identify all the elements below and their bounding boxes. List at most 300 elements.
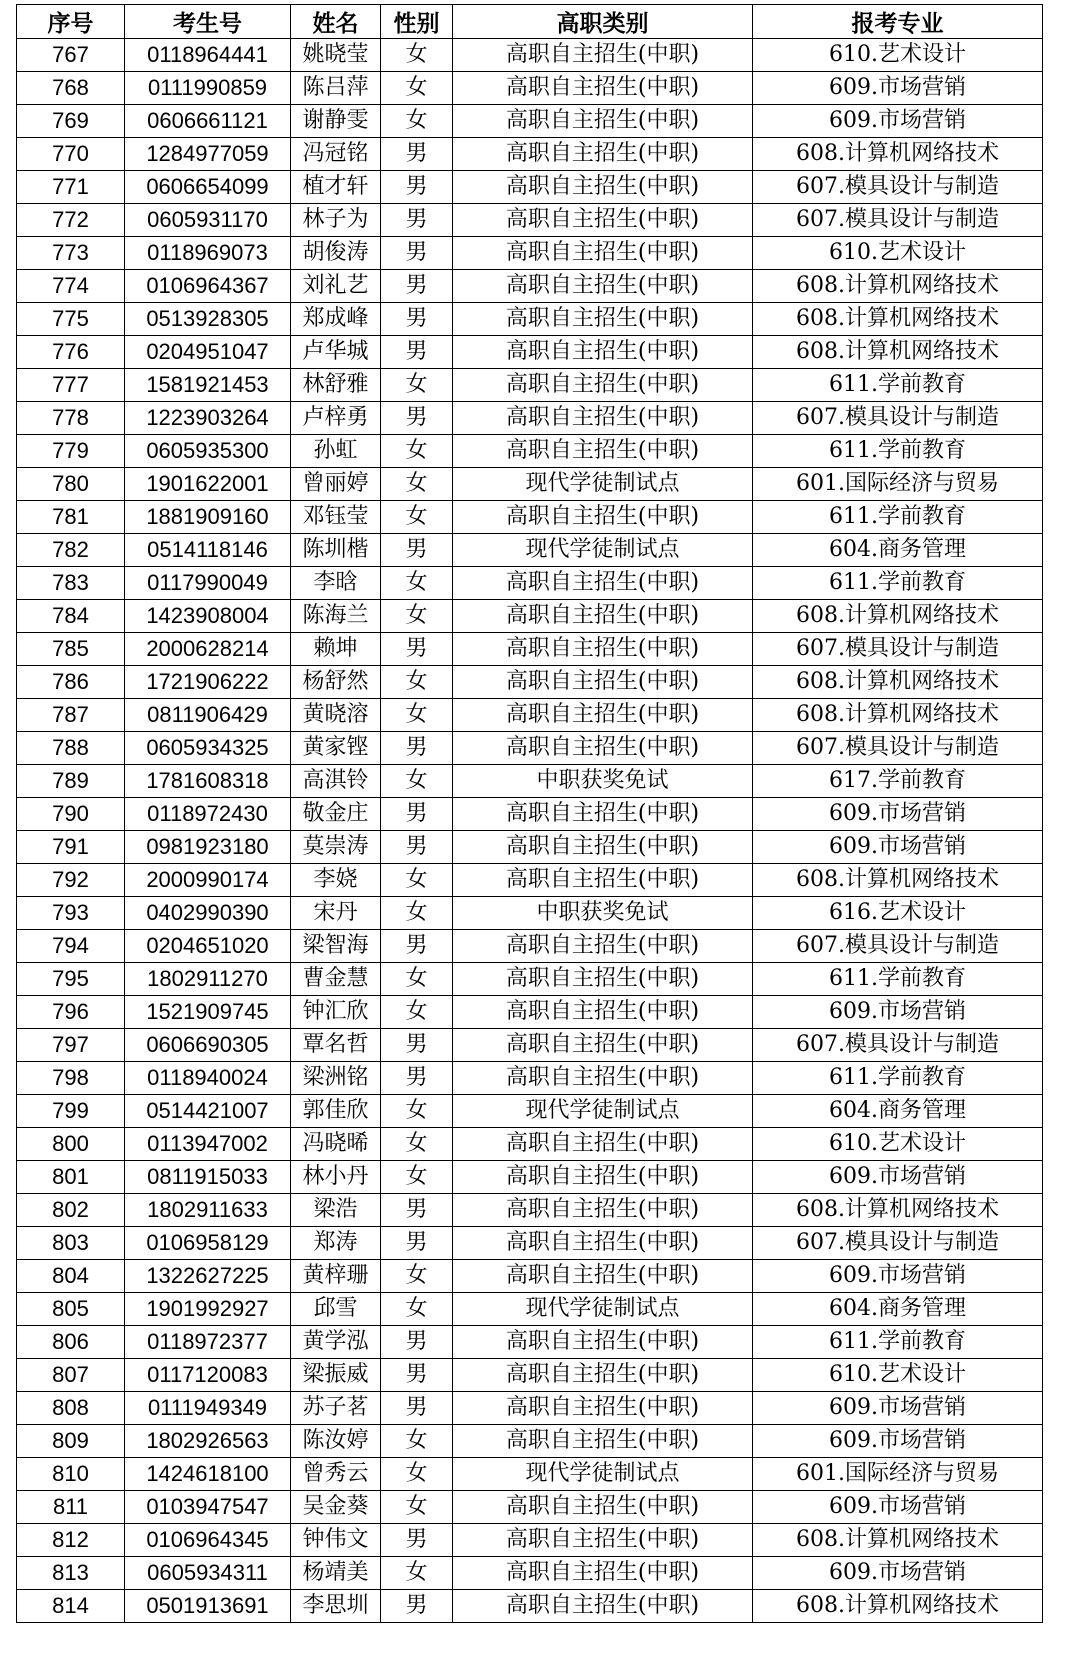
cell-seq: 797 xyxy=(17,1029,125,1062)
cell-candidate-no: 1802911270 xyxy=(125,963,291,996)
cell-major: 607.模具设计与制造 xyxy=(753,732,1043,765)
cell-gender: 男 xyxy=(381,204,453,237)
cell-major: 609.市场营销 xyxy=(753,1557,1043,1590)
cell-gender: 女 xyxy=(381,1095,453,1128)
cell-gender: 女 xyxy=(381,864,453,897)
cell-candidate-no: 0106958129 xyxy=(125,1227,291,1260)
cell-candidate-no: 0106964345 xyxy=(125,1524,291,1557)
cell-name: 卢梓勇 xyxy=(291,402,381,435)
cell-candidate-no: 0118969073 xyxy=(125,237,291,270)
cell-major: 607.模具设计与制造 xyxy=(753,171,1043,204)
cell-gender: 女 xyxy=(381,666,453,699)
cell-gender: 女 xyxy=(381,105,453,138)
cell-major: 610.艺术设计 xyxy=(753,1359,1043,1392)
cell-category: 高职自主招生(中职) xyxy=(453,600,753,633)
cell-name: 曾秀云 xyxy=(291,1458,381,1491)
cell-name: 植才轩 xyxy=(291,171,381,204)
cell-seq: 796 xyxy=(17,996,125,1029)
table-row xyxy=(17,732,1043,765)
table-row xyxy=(17,699,1043,732)
cell-candidate-no: 0106964367 xyxy=(125,270,291,303)
cell-category: 高职自主招生(中职) xyxy=(453,138,753,171)
table-row xyxy=(17,996,1043,1029)
cell-candidate-no: 0501913691 xyxy=(125,1590,291,1623)
cell-gender: 男 xyxy=(381,732,453,765)
cell-name: 郑涛 xyxy=(291,1227,381,1260)
cell-category: 高职自主招生(中职) xyxy=(453,204,753,237)
table-row xyxy=(17,39,1043,72)
cell-gender: 男 xyxy=(381,1359,453,1392)
cell-candidate-no: 0605934325 xyxy=(125,732,291,765)
cell-gender: 女 xyxy=(381,1293,453,1326)
cell-seq: 803 xyxy=(17,1227,125,1260)
cell-candidate-no: 1781608318 xyxy=(125,765,291,798)
cell-gender: 女 xyxy=(381,600,453,633)
cell-name: 胡俊涛 xyxy=(291,237,381,270)
cell-category: 高职自主招生(中职) xyxy=(453,1359,753,1392)
cell-gender: 女 xyxy=(381,1557,453,1590)
table-row xyxy=(17,633,1043,666)
cell-name: 李娆 xyxy=(291,864,381,897)
table-row xyxy=(17,1359,1043,1392)
cell-name: 邱雪 xyxy=(291,1293,381,1326)
cell-seq: 785 xyxy=(17,633,125,666)
cell-seq: 799 xyxy=(17,1095,125,1128)
cell-category: 高职自主招生(中职) xyxy=(453,864,753,897)
cell-gender: 男 xyxy=(381,798,453,831)
table-row xyxy=(17,1425,1043,1458)
cell-major: 607.模具设计与制造 xyxy=(753,204,1043,237)
cell-gender: 男 xyxy=(381,534,453,567)
cell-category: 高职自主招生(中职) xyxy=(453,996,753,1029)
cell-candidate-no: 1901992927 xyxy=(125,1293,291,1326)
cell-candidate-no: 0514118146 xyxy=(125,534,291,567)
cell-name: 苏子茗 xyxy=(291,1392,381,1425)
table-row xyxy=(17,468,1043,501)
cell-gender: 女 xyxy=(381,699,453,732)
cell-major: 609.市场营销 xyxy=(753,1491,1043,1524)
table-row xyxy=(17,204,1043,237)
cell-gender: 男 xyxy=(381,138,453,171)
table-body xyxy=(17,39,1043,1623)
cell-name: 刘礼艺 xyxy=(291,270,381,303)
cell-major: 608.计算机网络技术 xyxy=(753,1590,1043,1623)
cell-candidate-no: 0981923180 xyxy=(125,831,291,864)
cell-seq: 768 xyxy=(17,72,125,105)
cell-seq: 805 xyxy=(17,1293,125,1326)
table-row xyxy=(17,1194,1043,1227)
cell-name: 杨靖美 xyxy=(291,1557,381,1590)
cell-name: 吴金葵 xyxy=(291,1491,381,1524)
table-row xyxy=(17,501,1043,534)
cell-name: 钟汇欣 xyxy=(291,996,381,1029)
cell-seq: 783 xyxy=(17,567,125,600)
cell-candidate-no: 1284977059 xyxy=(125,138,291,171)
cell-seq: 808 xyxy=(17,1392,125,1425)
cell-name: 梁智海 xyxy=(291,930,381,963)
cell-seq: 790 xyxy=(17,798,125,831)
cell-gender: 女 xyxy=(381,39,453,72)
cell-major: 608.计算机网络技术 xyxy=(753,666,1043,699)
cell-seq: 813 xyxy=(17,1557,125,1590)
cell-category: 高职自主招生(中职) xyxy=(453,237,753,270)
table-row xyxy=(17,1227,1043,1260)
cell-gender: 男 xyxy=(381,237,453,270)
table-row xyxy=(17,402,1043,435)
cell-seq: 767 xyxy=(17,39,125,72)
cell-candidate-no: 1802911633 xyxy=(125,1194,291,1227)
cell-major: 609.市场营销 xyxy=(753,72,1043,105)
cell-candidate-no: 2000990174 xyxy=(125,864,291,897)
cell-category: 中职获奖免试 xyxy=(453,765,753,798)
cell-name: 曾丽婷 xyxy=(291,468,381,501)
table-row xyxy=(17,1095,1043,1128)
cell-category: 现代学徒制试点 xyxy=(453,1095,753,1128)
cell-candidate-no: 0606654099 xyxy=(125,171,291,204)
cell-name: 曹金慧 xyxy=(291,963,381,996)
table-row xyxy=(17,1491,1043,1524)
cell-seq: 777 xyxy=(17,369,125,402)
cell-major: 609.市场营销 xyxy=(753,798,1043,831)
cell-name: 覃名哲 xyxy=(291,1029,381,1062)
cell-name: 李晗 xyxy=(291,567,381,600)
cell-gender: 女 xyxy=(381,765,453,798)
header-candidate-no: 考生号 xyxy=(125,5,291,39)
cell-category: 高职自主招生(中职) xyxy=(453,171,753,204)
cell-name: 李思圳 xyxy=(291,1590,381,1623)
cell-gender: 女 xyxy=(381,1128,453,1161)
cell-gender: 男 xyxy=(381,1227,453,1260)
cell-name: 姚晓莹 xyxy=(291,39,381,72)
cell-major: 608.计算机网络技术 xyxy=(753,303,1043,336)
cell-major: 611.学前教育 xyxy=(753,369,1043,402)
cell-gender: 女 xyxy=(381,1260,453,1293)
cell-category: 高职自主招生(中职) xyxy=(453,1029,753,1062)
cell-candidate-no: 2000628214 xyxy=(125,633,291,666)
cell-candidate-no: 0514421007 xyxy=(125,1095,291,1128)
cell-major: 611.学前教育 xyxy=(753,1326,1043,1359)
cell-category: 高职自主招生(中职) xyxy=(453,1161,753,1194)
table-row xyxy=(17,1590,1043,1623)
cell-name: 郑成峰 xyxy=(291,303,381,336)
cell-candidate-no: 1423908004 xyxy=(125,600,291,633)
cell-seq: 794 xyxy=(17,930,125,963)
header-name: 姓名 xyxy=(291,5,381,39)
table-row xyxy=(17,963,1043,996)
cell-candidate-no: 0103947547 xyxy=(125,1491,291,1524)
table-row xyxy=(17,1392,1043,1425)
table-row xyxy=(17,600,1043,633)
cell-category: 高职自主招生(中职) xyxy=(453,39,753,72)
cell-seq: 807 xyxy=(17,1359,125,1392)
cell-name: 梁振威 xyxy=(291,1359,381,1392)
cell-candidate-no: 1581921453 xyxy=(125,369,291,402)
cell-category: 高职自主招生(中职) xyxy=(453,831,753,864)
cell-name: 林子为 xyxy=(291,204,381,237)
cell-name: 卢华城 xyxy=(291,336,381,369)
cell-seq: 779 xyxy=(17,435,125,468)
cell-major: 611.学前教育 xyxy=(753,1062,1043,1095)
cell-major: 608.计算机网络技术 xyxy=(753,600,1043,633)
cell-gender: 男 xyxy=(381,1392,453,1425)
cell-category: 高职自主招生(中职) xyxy=(453,402,753,435)
cell-gender: 男 xyxy=(381,930,453,963)
table-row xyxy=(17,765,1043,798)
cell-seq: 802 xyxy=(17,1194,125,1227)
cell-name: 黄晓溶 xyxy=(291,699,381,732)
cell-candidate-no: 1802926563 xyxy=(125,1425,291,1458)
cell-category: 高职自主招生(中职) xyxy=(453,1128,753,1161)
cell-major: 608.计算机网络技术 xyxy=(753,270,1043,303)
cell-name: 宋丹 xyxy=(291,897,381,930)
cell-category: 高职自主招生(中职) xyxy=(453,1557,753,1590)
cell-candidate-no: 0204651020 xyxy=(125,930,291,963)
cell-seq: 780 xyxy=(17,468,125,501)
table-row xyxy=(17,1128,1043,1161)
table-row xyxy=(17,831,1043,864)
cell-seq: 811 xyxy=(17,1491,125,1524)
cell-category: 高职自主招生(中职) xyxy=(453,963,753,996)
cell-candidate-no: 0113947002 xyxy=(125,1128,291,1161)
cell-candidate-no: 0606661121 xyxy=(125,105,291,138)
cell-seq: 772 xyxy=(17,204,125,237)
cell-name: 冯晓晞 xyxy=(291,1128,381,1161)
cell-seq: 786 xyxy=(17,666,125,699)
cell-major: 609.市场营销 xyxy=(753,1260,1043,1293)
header-major: 报考专业 xyxy=(753,5,1043,39)
cell-name: 梁浩 xyxy=(291,1194,381,1227)
table-row xyxy=(17,369,1043,402)
cell-category: 高职自主招生(中职) xyxy=(453,501,753,534)
cell-major: 607.模具设计与制造 xyxy=(753,633,1043,666)
cell-major: 608.计算机网络技术 xyxy=(753,864,1043,897)
cell-major: 609.市场营销 xyxy=(753,1425,1043,1458)
cell-name: 黄家铿 xyxy=(291,732,381,765)
cell-major: 609.市场营销 xyxy=(753,105,1043,138)
table-row xyxy=(17,666,1043,699)
cell-category: 高职自主招生(中职) xyxy=(453,666,753,699)
cell-category: 高职自主招生(中职) xyxy=(453,1062,753,1095)
cell-major: 611.学前教育 xyxy=(753,435,1043,468)
table-row xyxy=(17,567,1043,600)
cell-category: 高职自主招生(中职) xyxy=(453,567,753,600)
cell-category: 高职自主招生(中职) xyxy=(453,798,753,831)
cell-gender: 男 xyxy=(381,402,453,435)
cell-seq: 793 xyxy=(17,897,125,930)
cell-seq: 789 xyxy=(17,765,125,798)
table-row xyxy=(17,798,1043,831)
cell-major: 609.市场营销 xyxy=(753,831,1043,864)
cell-candidate-no: 0605934311 xyxy=(125,1557,291,1590)
cell-category: 高职自主招生(中职) xyxy=(453,1260,753,1293)
table-row xyxy=(17,1161,1043,1194)
cell-name: 陈海兰 xyxy=(291,600,381,633)
cell-category: 高职自主招生(中职) xyxy=(453,732,753,765)
cell-gender: 女 xyxy=(381,1425,453,1458)
cell-seq: 776 xyxy=(17,336,125,369)
table-row xyxy=(17,1260,1043,1293)
cell-major: 608.计算机网络技术 xyxy=(753,699,1043,732)
table-row xyxy=(17,435,1043,468)
cell-seq: 814 xyxy=(17,1590,125,1623)
cell-major: 608.计算机网络技术 xyxy=(753,138,1043,171)
cell-category: 现代学徒制试点 xyxy=(453,468,753,501)
cell-gender: 女 xyxy=(381,567,453,600)
header-seq: 序号 xyxy=(17,5,125,39)
cell-category: 高职自主招生(中职) xyxy=(453,1425,753,1458)
cell-category: 高职自主招生(中职) xyxy=(453,1524,753,1557)
cell-gender: 男 xyxy=(381,1524,453,1557)
cell-gender: 女 xyxy=(381,72,453,105)
table-row xyxy=(17,1326,1043,1359)
cell-gender: 男 xyxy=(381,303,453,336)
cell-name: 陈汝婷 xyxy=(291,1425,381,1458)
cell-category: 高职自主招生(中职) xyxy=(453,72,753,105)
cell-category: 高职自主招生(中职) xyxy=(453,435,753,468)
cell-candidate-no: 0811906429 xyxy=(125,699,291,732)
cell-category: 现代学徒制试点 xyxy=(453,1458,753,1491)
cell-gender: 女 xyxy=(381,1458,453,1491)
cell-gender: 男 xyxy=(381,336,453,369)
cell-candidate-no: 1721906222 xyxy=(125,666,291,699)
cell-category: 现代学徒制试点 xyxy=(453,1293,753,1326)
header-row xyxy=(17,5,1043,39)
cell-gender: 女 xyxy=(381,996,453,1029)
cell-candidate-no: 1424618100 xyxy=(125,1458,291,1491)
table-row xyxy=(17,864,1043,897)
header-category: 高职类别 xyxy=(453,5,753,39)
cell-category: 高职自主招生(中职) xyxy=(453,303,753,336)
cell-gender: 男 xyxy=(381,1062,453,1095)
cell-seq: 806 xyxy=(17,1326,125,1359)
cell-seq: 781 xyxy=(17,501,125,534)
cell-major: 611.学前教育 xyxy=(753,963,1043,996)
cell-name: 林舒雅 xyxy=(291,369,381,402)
cell-candidate-no: 0204951047 xyxy=(125,336,291,369)
cell-candidate-no: 0118964441 xyxy=(125,39,291,72)
cell-name: 赖坤 xyxy=(291,633,381,666)
cell-category: 中职获奖免试 xyxy=(453,897,753,930)
cell-seq: 774 xyxy=(17,270,125,303)
cell-major: 616.艺术设计 xyxy=(753,897,1043,930)
cell-gender: 女 xyxy=(381,468,453,501)
cell-gender: 女 xyxy=(381,1491,453,1524)
cell-name: 梁洲铭 xyxy=(291,1062,381,1095)
cell-category: 高职自主招生(中职) xyxy=(453,699,753,732)
cell-major: 601.国际经济与贸易 xyxy=(753,1458,1043,1491)
cell-major: 601.国际经济与贸易 xyxy=(753,468,1043,501)
cell-category: 高职自主招生(中职) xyxy=(453,1227,753,1260)
cell-gender: 男 xyxy=(381,1029,453,1062)
cell-candidate-no: 0111949349 xyxy=(125,1392,291,1425)
cell-name: 陈吕萍 xyxy=(291,72,381,105)
cell-major: 610.艺术设计 xyxy=(753,237,1043,270)
cell-seq: 798 xyxy=(17,1062,125,1095)
table-row xyxy=(17,534,1043,567)
cell-major: 609.市场营销 xyxy=(753,996,1043,1029)
cell-seq: 791 xyxy=(17,831,125,864)
cell-seq: 773 xyxy=(17,237,125,270)
table-row xyxy=(17,1524,1043,1557)
cell-candidate-no: 1521909745 xyxy=(125,996,291,1029)
cell-gender: 男 xyxy=(381,831,453,864)
cell-category: 高职自主招生(中职) xyxy=(453,369,753,402)
cell-category: 高职自主招生(中职) xyxy=(453,270,753,303)
table-row xyxy=(17,930,1043,963)
cell-candidate-no: 1223903264 xyxy=(125,402,291,435)
cell-seq: 800 xyxy=(17,1128,125,1161)
cell-major: 610.艺术设计 xyxy=(753,1128,1043,1161)
cell-name: 邓钰莹 xyxy=(291,501,381,534)
cell-seq: 804 xyxy=(17,1260,125,1293)
cell-category: 高职自主招生(中职) xyxy=(453,1392,753,1425)
cell-gender: 男 xyxy=(381,270,453,303)
cell-seq: 771 xyxy=(17,171,125,204)
cell-seq: 795 xyxy=(17,963,125,996)
table-row xyxy=(17,270,1043,303)
cell-name: 黄梓珊 xyxy=(291,1260,381,1293)
cell-category: 高职自主招生(中职) xyxy=(453,1491,753,1524)
cell-name: 孙虹 xyxy=(291,435,381,468)
cell-candidate-no: 1881909160 xyxy=(125,501,291,534)
cell-seq: 784 xyxy=(17,600,125,633)
cell-candidate-no: 0118972430 xyxy=(125,798,291,831)
cell-major: 610.艺术设计 xyxy=(753,39,1043,72)
cell-gender: 男 xyxy=(381,633,453,666)
table-row xyxy=(17,336,1043,369)
cell-seq: 809 xyxy=(17,1425,125,1458)
cell-seq: 787 xyxy=(17,699,125,732)
cell-major: 611.学前教育 xyxy=(753,501,1043,534)
cell-major: 607.模具设计与制造 xyxy=(753,930,1043,963)
cell-category: 高职自主招生(中职) xyxy=(453,336,753,369)
cell-candidate-no: 0402990390 xyxy=(125,897,291,930)
cell-candidate-no: 0111990859 xyxy=(125,72,291,105)
cell-category: 高职自主招生(中职) xyxy=(453,105,753,138)
cell-name: 钟伟文 xyxy=(291,1524,381,1557)
cell-candidate-no: 0117990049 xyxy=(125,567,291,600)
cell-name: 莫崇涛 xyxy=(291,831,381,864)
cell-candidate-no: 0118972377 xyxy=(125,1326,291,1359)
cell-seq: 770 xyxy=(17,138,125,171)
cell-name: 杨舒然 xyxy=(291,666,381,699)
cell-name: 冯冠铭 xyxy=(291,138,381,171)
cell-candidate-no: 0605931170 xyxy=(125,204,291,237)
table-row xyxy=(17,897,1043,930)
cell-name: 黄学泓 xyxy=(291,1326,381,1359)
cell-gender: 女 xyxy=(381,963,453,996)
cell-name: 陈圳楷 xyxy=(291,534,381,567)
table-row xyxy=(17,303,1043,336)
cell-major: 604.商务管理 xyxy=(753,534,1043,567)
cell-seq: 775 xyxy=(17,303,125,336)
cell-candidate-no: 0811915033 xyxy=(125,1161,291,1194)
cell-major: 607.模具设计与制造 xyxy=(753,402,1043,435)
cell-gender: 女 xyxy=(381,369,453,402)
cell-candidate-no: 0513928305 xyxy=(125,303,291,336)
cell-name: 敬金庄 xyxy=(291,798,381,831)
cell-major: 607.模具设计与制造 xyxy=(753,1227,1043,1260)
cell-gender: 男 xyxy=(381,1590,453,1623)
cell-major: 608.计算机网络技术 xyxy=(753,336,1043,369)
cell-seq: 769 xyxy=(17,105,125,138)
cell-major: 617.学前教育 xyxy=(753,765,1043,798)
cell-gender: 女 xyxy=(381,435,453,468)
cell-name: 林小丹 xyxy=(291,1161,381,1194)
cell-major: 609.市场营销 xyxy=(753,1161,1043,1194)
cell-candidate-no: 0606690305 xyxy=(125,1029,291,1062)
cell-seq: 782 xyxy=(17,534,125,567)
